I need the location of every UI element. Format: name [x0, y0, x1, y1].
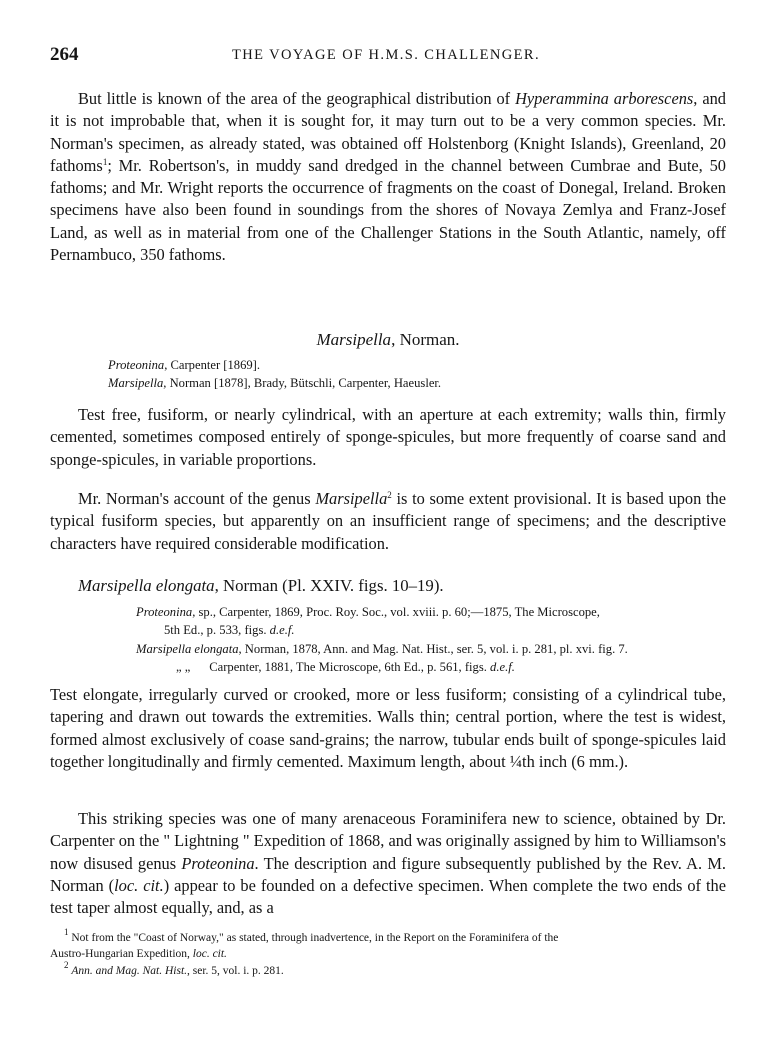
species-remarks: This striking species was one of many arenaceous Foraminifera new to science, obtained by Dr. Carpenter on the " Lightning " Expedition of 1868, and was originally assigned by him to Williamson's now disused genus Proteonina. The description and figure subsequently published by the Rev. A. M. Norman (loc. cit.) appear to be founded on a defective specimen. When complete the two ends of the test taper almost equally, and, as a — [50, 809, 726, 918]
species-description: Test elongate, irregularly curved or crooked, more or less fusiform; consisting of a cylindrical tube, tapering and drawn out towards the extremities. Walls thin; central portion, where the test is widest, formed almost exclusively of coase sand-grains; the narrow, tubular ends built of sponge-spicules laid together longitudinally and firmly cemented. Maximum length, about ¼th inch (6 mm.). — [50, 685, 726, 771]
footnote-1: $^1$ Not from the "Coast of Norway," as stated, through inadvertence, in the Report on the Foraminifera of the — [64, 927, 559, 944]
species-heading: Marsipella elongata, Norman (Pl. XXIV. figs. 10–19). — [78, 576, 444, 595]
footnote-ref-1: 1 — [102, 156, 108, 167]
species-synonym-1-cont: 5th Ed., p. 533, figs. d.e.f. — [164, 623, 295, 637]
genus-heading: Marsipella, Norman. — [316, 330, 460, 349]
footnote-2: $^2$ Ann. and Mag. Nat. Hist., ser. 5, vol. i. p. 281. — [64, 960, 284, 977]
genus-description: Test free, fusiform, or nearly cylindrical, with an aperture at each extremity; walls thin, firmly cemented, sometimes composed entirely of sponge-spicules, but more frequently of coarse sand and sponge-spicules, in variable proportions. — [50, 405, 726, 469]
species-synonym-1: Proteonina, sp., Carpenter, 1869, Proc. Roy. Soc., vol. xviii. p. 60;—1875, The Microscope, — [136, 605, 600, 619]
page-header — [50, 44, 722, 68]
fraction: ¼th — [509, 751, 535, 771]
running-title: THE VOYAGE OF H.M.S. CHALLENGER. — [232, 47, 540, 63]
page-number: 264 — [50, 44, 79, 65]
distribution-paragraph: But little is known of the area of the geographical distribution of Hyperammina arborescens, and it is not improbable that, when it is sought for, it may turn out to be a very common species. Mr. Norman's specimen, as already stated, was obtained off Holstenborg (Knight Islands), Greenland, 20 fathoms$^1$; Mr. Robertson's, in muddy sand dredged in the channel between Cumbrae and Bute, 50 fathoms; and Mr. Wright reports the occurrence of fragments on the coast of Donegal, Ireland. Broken specimens have also been found in soundings from the shores of Novaya Zemlya and Franz-Josef Land, as well as in material from one of the Challenger Stations in the South Atlantic, namely, off Pernambuco, 350 fathoms. — [50, 89, 726, 265]
footnote-1-cont: Austro-Hungarian Expedition, loc. cit. — [50, 948, 227, 960]
genus-remarks: Mr. Norman's account of the genus Marsipella$^2$ is to some extent provisional. It is based upon the typical fusiform species, but apparently on an insufficient range of specimens; and the descriptive characters have required considerable modification. — [50, 489, 726, 553]
species-synonym-3: „ „ Carpenter, 1881, The Microscope, 6th Ed., p. 561, figs. d.e.f. — [176, 660, 515, 674]
footnote-ref-2: 2 — [387, 490, 392, 500]
ditto-marks: „ „ — [176, 660, 191, 674]
genus-synonym-1: Proteonina, Carpenter [1869]. — [108, 358, 261, 372]
species-synonym-2: Marsipella elongata, Norman, 1878, Ann. and Mag. Nat. Hist., ser. 5, vol. i. p. 281, pl. xvi. fig. 7. — [136, 642, 628, 656]
genus-synonym-2: Marsipella, Norman [1878], Brady, Bütschli, Carpenter, Haeusler. — [108, 376, 442, 390]
